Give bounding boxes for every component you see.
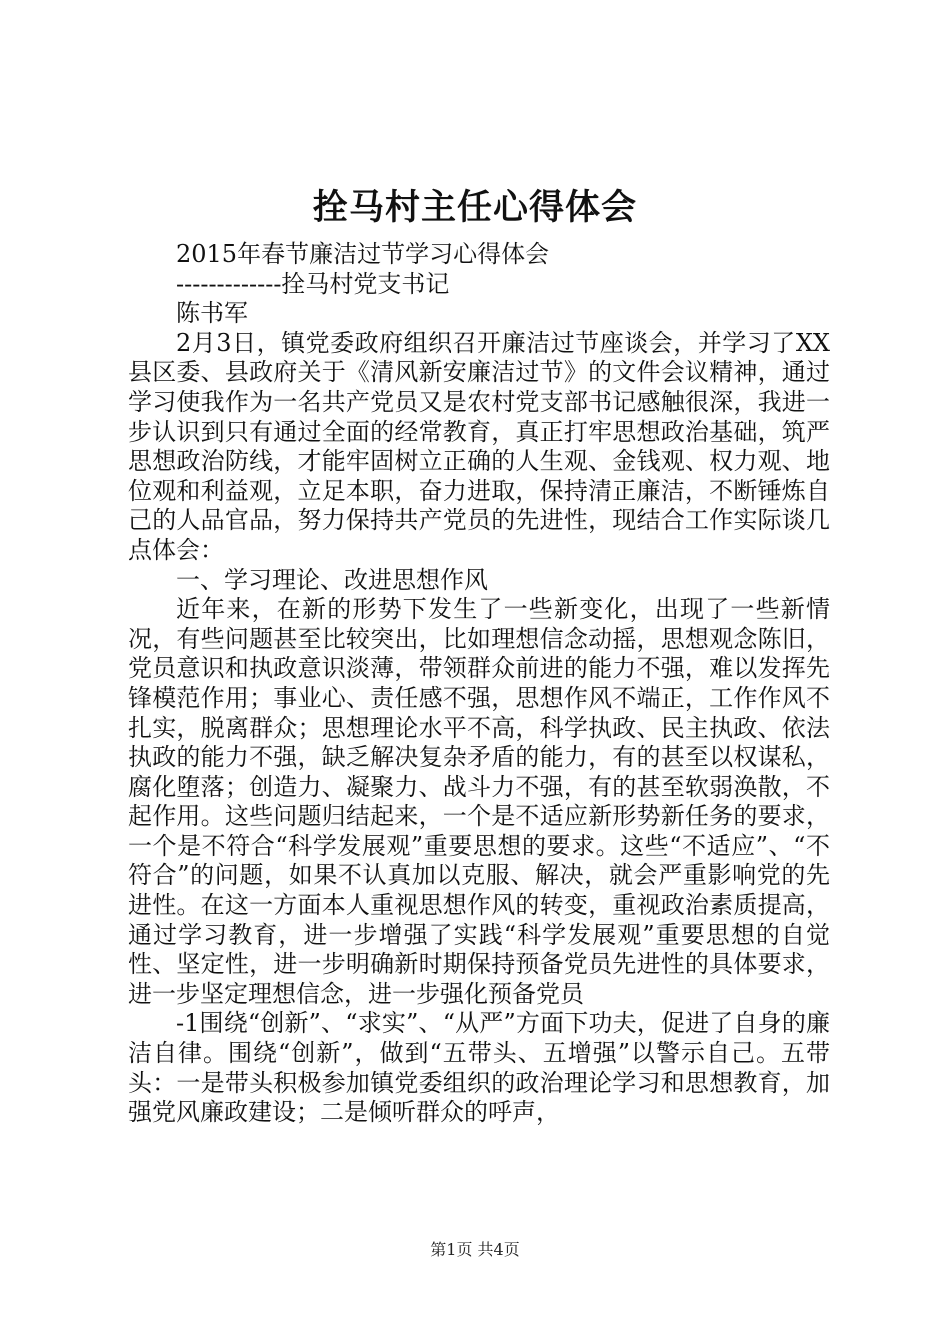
body-paragraph-intro: 2月3日，镇党委政府组织召开廉洁过节座谈会，并学习了XX县区委、县政府关于《清风新安廉洁过节》的文件会议精神，通过学习使我作为一名共产党员又是农村党支部书记感触很深，我进一步认识到只有通过全面的经常教育，真正打牢思想政治基础，筑严思想政治防线，才能牢固树立正确的人生观、金钱观、权力观、地位观和利益观，立足本职，奋力进取，保持清正廉洁，不断锤炼自己的人品官品，努力保持共产党员的先进性，现结合工作实际谈几点体会： (128, 328, 830, 564)
author-name-line: 陈书军 (176, 299, 248, 328)
page-number-footer: 第1页 共4页 (430, 1240, 520, 1259)
document-body (128, 240, 830, 1128)
body-paragraph-2: 近年来，在新的形势下发生了一些新变化，出现了一些新情况，有些问题甚至比较突出，比如理想信念动摇，思想观念陈旧，党员意识和执政意识淡薄，带领群众前进的能力不强，难以发挥先锋模范作用；事业心、责任感不强，思想作风不端正，工作作风不扎实，脱离群众；思想理论水平不高，科学执政、民主执政、依法执政的能力不强，缺乏解决复杂矛盾的能力，有的甚至以权谋私，腐化堕落；创造力、凝聚力、战斗力不强，有的甚至软弱涣散，不起作用。这些问题归结起来，一个是不适应新形势新任务的要求，一个是不符合“科学发展观”重要思想的要求。这些“不适应”、“不符合”的问题，如果不认真加以克服、解决，就会严重影响党的先进性。在这一方面本人重视思想作风的转变，重视政治素质提高，通过学习教育，进一步增强了实践“科学发展观”重要思想的自觉性、坚定性，进一步明确新时期保持预备党员先进性的具体要求，进一步坚定理想信念，进一步强化预备党员 (128, 595, 830, 1008)
subtitle-line: 2015年春节廉洁过节学习心得体会 (176, 240, 550, 268)
author-affiliation-line: -------------拴马村党支书记 (176, 269, 450, 298)
section-heading-1: 一、学习理论、改进思想作风 (176, 565, 488, 594)
document-title: 拴马村主任心得体会 (312, 187, 637, 228)
body-paragraph-3: -1围绕“创新”、“求实”、“从严”方面下功夫，促进了自身的廉洁自律。围绕“创新”，做到“五带头、五增强”以警示自己。五带头：一是带头积极参加镇党委组织的政治理论学习和思想教育，加强党风廉政建设；二是倾听群众的呼声， (128, 1009, 830, 1127)
